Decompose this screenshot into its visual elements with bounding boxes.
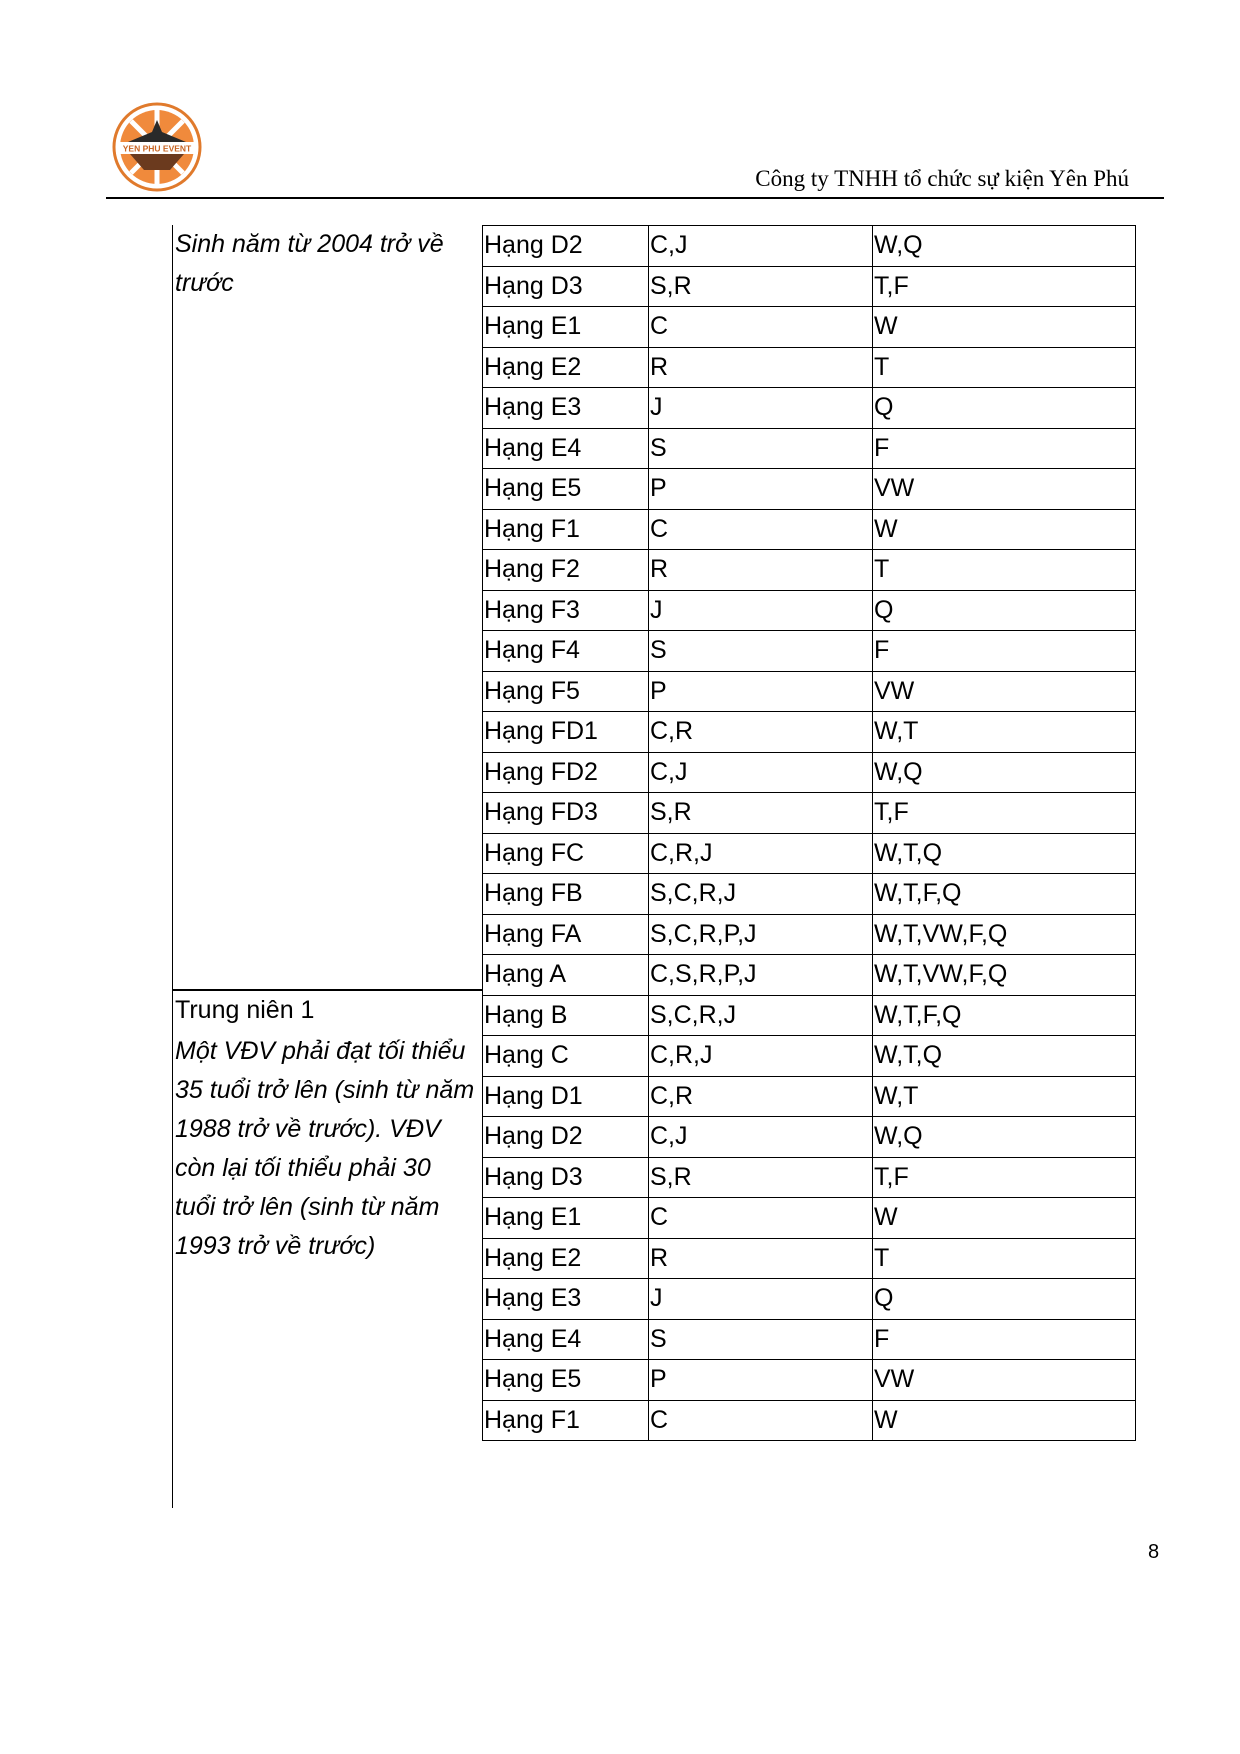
event-code-cell: W,T,VW,F,Q [873, 955, 1136, 996]
rank-cell: Hạng D1 [483, 1076, 649, 1117]
table-row [483, 874, 1136, 915]
table-row [483, 914, 1136, 955]
rank-cell: Hạng D2 [483, 1117, 649, 1158]
event-code-cell: S [649, 1319, 873, 1360]
rank-cell: Hạng FD3 [483, 793, 649, 834]
rank-cell: Hạng E1 [483, 1198, 649, 1239]
table-row [483, 1157, 1136, 1198]
event-code-cell: F [873, 1319, 1136, 1360]
event-code-cell: T,F [873, 793, 1136, 834]
table-row [483, 428, 1136, 469]
event-code-cell: C,J [649, 226, 873, 267]
event-code-cell: S,C,R,P,J [649, 914, 873, 955]
event-code-cell: T,F [873, 266, 1136, 307]
age-group-2-cell [172, 991, 482, 1508]
event-code-cell: W,Q [873, 752, 1136, 793]
event-code-cell: F [873, 428, 1136, 469]
event-code-cell: J [649, 1279, 873, 1320]
table-row [483, 1238, 1136, 1279]
event-code-cell: T,F [873, 1157, 1136, 1198]
event-code-cell: R [649, 550, 873, 591]
table-row [483, 712, 1136, 753]
rank-cell: Hạng D3 [483, 266, 649, 307]
table-row [483, 266, 1136, 307]
event-code-cell: C,R,J [649, 1036, 873, 1077]
event-code-cell: C,R [649, 1076, 873, 1117]
table-row [483, 1036, 1136, 1077]
rank-cell: Hạng C [483, 1036, 649, 1077]
table-row [483, 1400, 1136, 1441]
event-code-cell: W,T [873, 1076, 1136, 1117]
event-code-cell: R [649, 1238, 873, 1279]
age-group-1-text: Sinh năm từ 2004 trở về trước [175, 230, 444, 297]
event-code-cell: C,R [649, 712, 873, 753]
event-code-cell: J [649, 388, 873, 429]
table-row [483, 1279, 1136, 1320]
table-row [483, 671, 1136, 712]
table-row [483, 226, 1136, 267]
rank-cell: Hạng D3 [483, 1157, 649, 1198]
table-row [483, 388, 1136, 429]
event-code-cell: C [649, 1198, 873, 1239]
rank-cell: Hạng E2 [483, 347, 649, 388]
event-code-cell: C,J [649, 1117, 873, 1158]
event-code-cell: S [649, 631, 873, 672]
table-row [483, 1360, 1136, 1401]
rank-cell: Hạng E4 [483, 428, 649, 469]
table-row [483, 833, 1136, 874]
table-row [483, 1198, 1136, 1239]
event-code-cell: T [873, 1238, 1136, 1279]
event-code-cell: C,R,J [649, 833, 873, 874]
table-row [483, 793, 1136, 834]
event-code-cell: W,T,Q [873, 1036, 1136, 1077]
table-row [483, 752, 1136, 793]
event-code-cell: W [873, 509, 1136, 550]
event-code-cell: C,J [649, 752, 873, 793]
event-code-cell: W,T,F,Q [873, 874, 1136, 915]
rank-cell: Hạng E4 [483, 1319, 649, 1360]
event-code-cell: C [649, 1400, 873, 1441]
age-group-1-cell [172, 225, 482, 991]
event-code-cell: W [873, 307, 1136, 348]
event-code-cell: W,T,VW,F,Q [873, 914, 1136, 955]
event-code-cell: Q [873, 1279, 1136, 1320]
rank-cell: Hạng E2 [483, 1238, 649, 1279]
rank-cell: Hạng F1 [483, 1400, 649, 1441]
event-code-cell: C,S,R,P,J [649, 955, 873, 996]
table-row [483, 307, 1136, 348]
rank-cell: Hạng E3 [483, 388, 649, 429]
header-divider [106, 197, 1164, 199]
event-code-cell: R [649, 347, 873, 388]
event-code-cell: S [649, 428, 873, 469]
rank-cell: Hạng FD2 [483, 752, 649, 793]
rank-cell: Hạng FC [483, 833, 649, 874]
table-row [483, 1117, 1136, 1158]
event-code-cell: C [649, 307, 873, 348]
rank-cell: Hạng FB [483, 874, 649, 915]
rank-cell: Hạng F2 [483, 550, 649, 591]
event-code-cell: P [649, 671, 873, 712]
event-code-cell: S,R [649, 266, 873, 307]
event-code-cell: P [649, 1360, 873, 1401]
event-code-cell: S,R [649, 1157, 873, 1198]
table-row [483, 955, 1136, 996]
event-code-cell: W,Q [873, 226, 1136, 267]
event-code-cell: S,C,R,J [649, 995, 873, 1036]
rank-cell: Hạng F3 [483, 590, 649, 631]
table-row [483, 590, 1136, 631]
rank-cell: Hạng E3 [483, 1279, 649, 1320]
table-row [483, 347, 1136, 388]
rank-cell: Hạng E5 [483, 1360, 649, 1401]
event-code-cell: W [873, 1198, 1136, 1239]
rank-cell: Hạng F4 [483, 631, 649, 672]
event-code-cell: VW [873, 671, 1136, 712]
event-code-cell: T [873, 550, 1136, 591]
event-code-cell: Q [873, 388, 1136, 429]
rank-cell: Hạng B [483, 995, 649, 1036]
rank-cell: Hạng FD1 [483, 712, 649, 753]
rank-cell: Hạng F1 [483, 509, 649, 550]
rank-cell: Hạng F5 [483, 671, 649, 712]
event-code-cell: F [873, 631, 1136, 672]
event-code-cell: W [873, 1400, 1136, 1441]
rank-cell: Hạng A [483, 955, 649, 996]
event-code-cell: S,C,R,J [649, 874, 873, 915]
logo-text: YEN PHU EVENT [122, 143, 192, 154]
company-name: Công ty TNHH tổ chức sự kiện Yên Phú [755, 166, 1129, 191]
rank-cell: Hạng E5 [483, 469, 649, 510]
rank-table [482, 225, 1136, 1441]
event-code-cell: W,T [873, 712, 1136, 753]
table-row [483, 469, 1136, 510]
event-code-cell: Q [873, 590, 1136, 631]
event-code-cell: J [649, 590, 873, 631]
table-row [483, 1076, 1136, 1117]
age-group-2-description: Một VĐV phải đạt tối thiểu 35 tuổi trở lên (sinh từ năm 1988 trở về trước). VĐV còn lại tối thiểu phải 30 tuổi trở lên (sinh từ năm 1993 trở về trước) [175, 1037, 475, 1260]
company-logo [106, 102, 208, 192]
rank-cell: Hạng D2 [483, 226, 649, 267]
event-code-cell: S,R [649, 793, 873, 834]
event-code-cell: W,T,Q [873, 833, 1136, 874]
event-code-cell: VW [873, 1360, 1136, 1401]
rank-cell: Hạng FA [483, 914, 649, 955]
event-code-cell: P [649, 469, 873, 510]
event-code-cell: VW [873, 469, 1136, 510]
table-row [483, 631, 1136, 672]
event-code-cell: C [649, 509, 873, 550]
table-row [483, 509, 1136, 550]
table-row [483, 550, 1136, 591]
event-code-cell: T [873, 347, 1136, 388]
page-number: 8 [1148, 1541, 1160, 1563]
rank-cell: Hạng E1 [483, 307, 649, 348]
event-code-cell: W,T,F,Q [873, 995, 1136, 1036]
table-row [483, 1319, 1136, 1360]
table-row [483, 995, 1136, 1036]
age-group-2-title: Trung niên 1 [175, 996, 315, 1024]
event-code-cell: W,Q [873, 1117, 1136, 1158]
